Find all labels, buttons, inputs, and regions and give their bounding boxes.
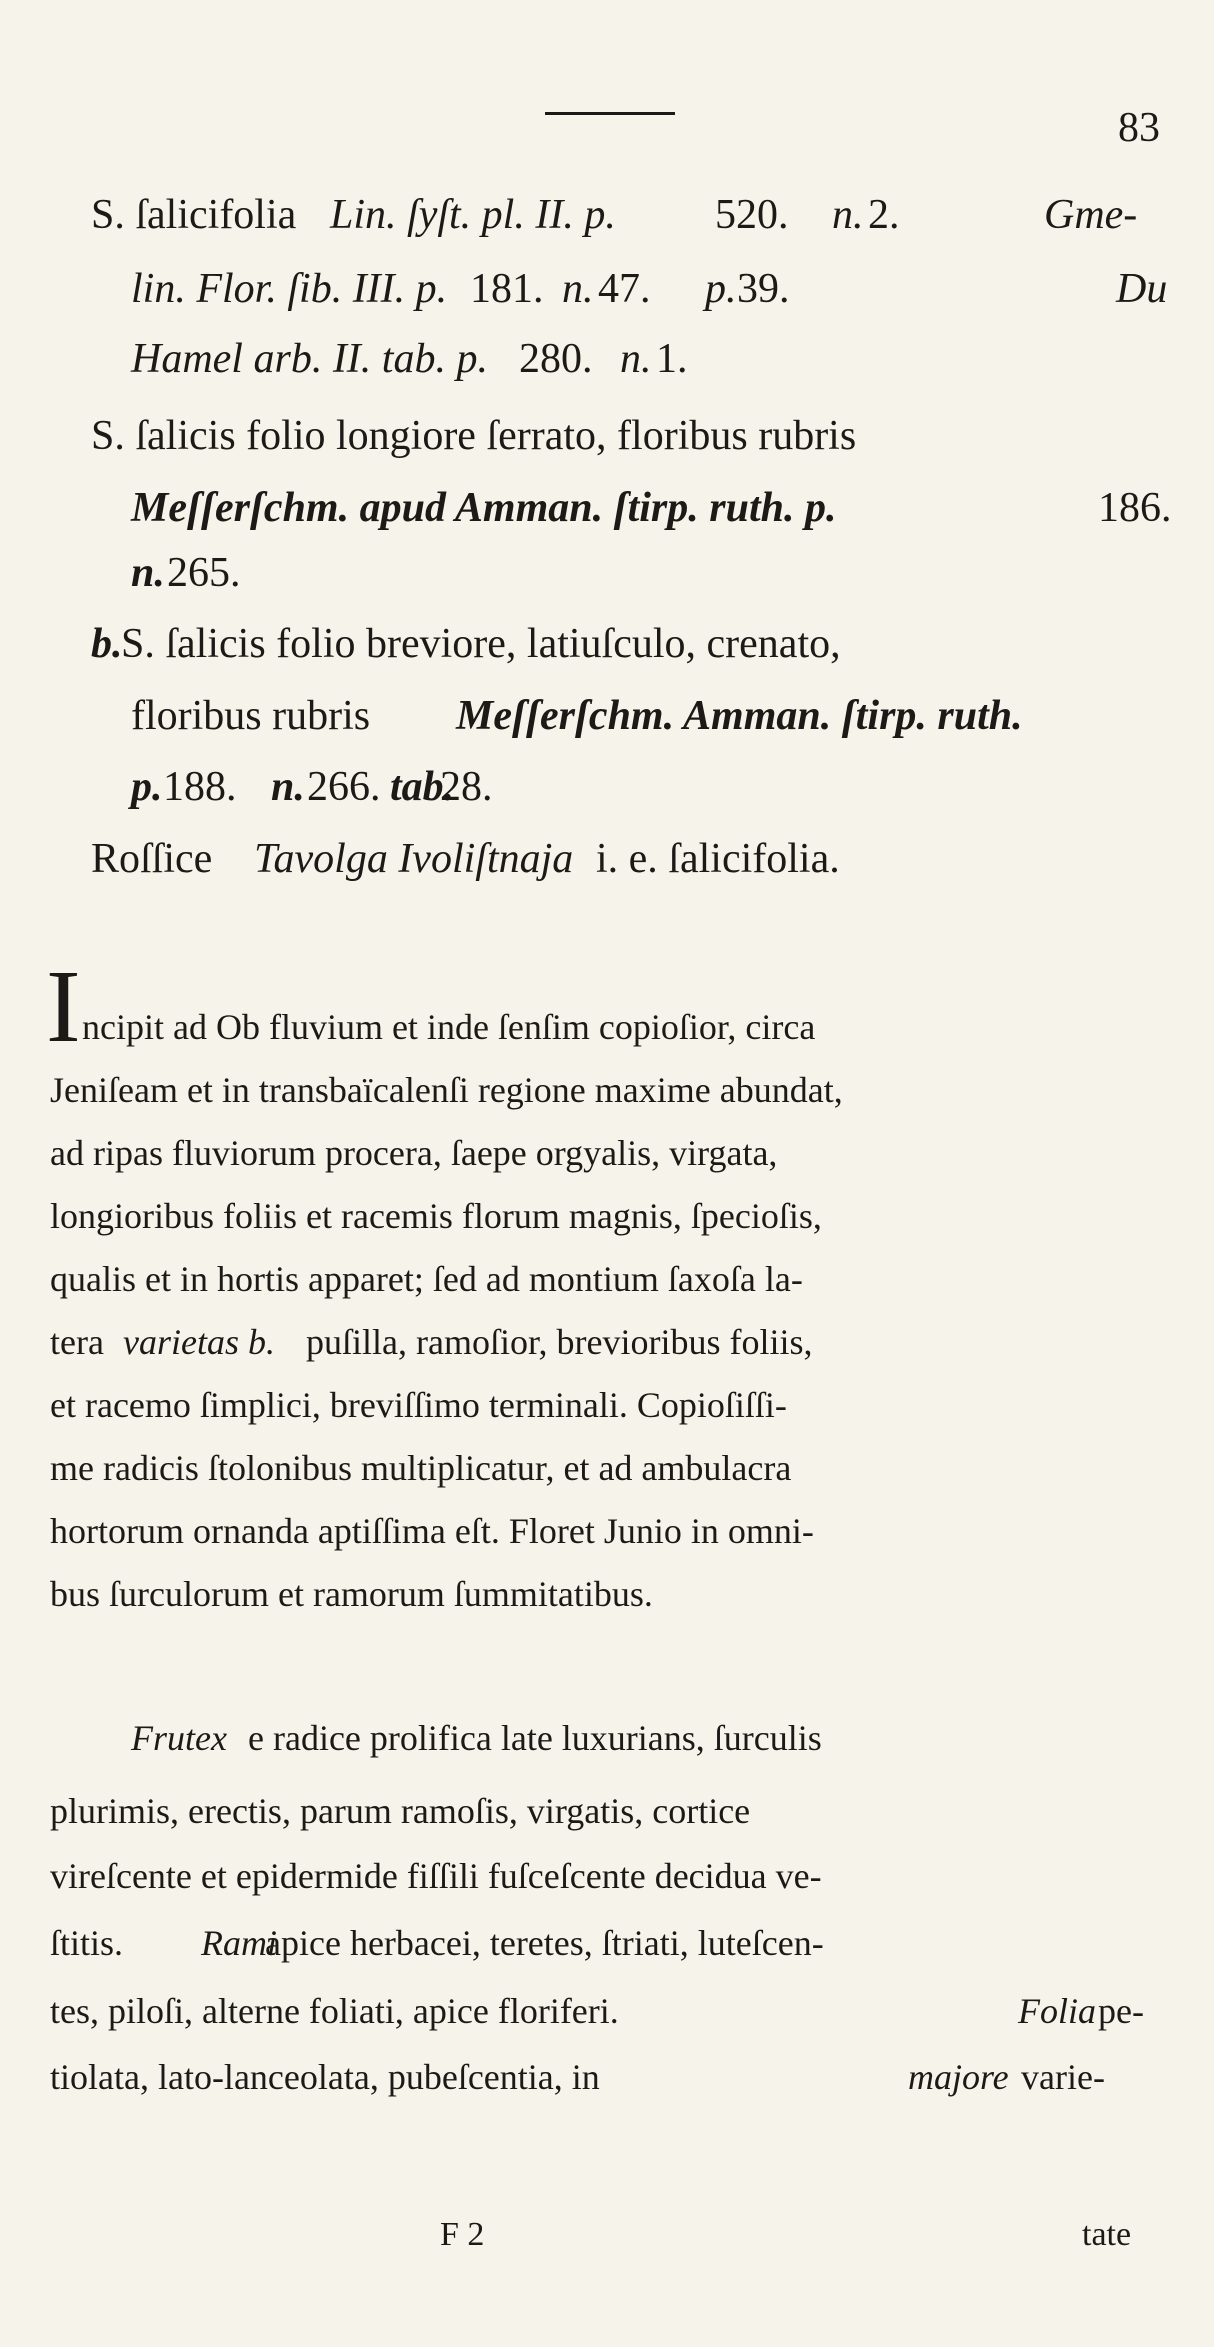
synonymy-line [0,611,1214,677]
text-run: hortorum ornanda aptiſſima eſt. Floret Junio in omni- [50,1511,814,1551]
text-run: pe- [1098,1991,1144,2031]
paragraph-line [0,1707,1214,1769]
text-run: Frutex [131,1718,227,1758]
text-run: et racemo ſimplici, breviſſimo terminali. Copioſiſſi- [50,1385,787,1425]
text-run: bus ſurculorum et ramorum ſummitatibus. [50,1574,653,1614]
text-run: 265. [167,550,241,596]
text-run: n. [271,764,305,810]
paragraph-line [0,1980,1214,2042]
paragraph-line [0,1912,1214,1974]
header-rule [545,112,675,115]
text-run: apice herbacei, teretes, ſtriati, luteſcen- [265,1923,824,1963]
page-number: 83 [1118,105,1160,151]
text-run: Hamel arb. II. tab. p. [131,336,488,382]
text-run: Rami [201,1923,277,1963]
text-run: ncipit ad Ob fluvium et inde ſenſim copioſior, circa [82,1007,816,1047]
paragraph-line [0,1845,1214,1907]
text-run: 186. [1098,485,1172,531]
drop-cap: I [46,949,81,1064]
text-run: vireſcente et epidermide fiſſili fuſceſcente decidua ve- [50,1856,822,1896]
synonymy-line [0,540,1214,606]
text-run: Du [1116,266,1168,312]
text-run: Tavolga Ivoliſtnaja [254,836,574,882]
paragraph-line [0,2046,1214,2108]
paragraph-line [0,1500,1214,1562]
text-run: floribus rubris [131,693,371,739]
text-run: varie- [1021,2057,1105,2097]
text-run: n. [620,336,652,382]
text-run: e radice prolifica late luxurians, ſurculis [248,1718,822,1758]
text-run: Meſſerſchm. apud Amman. ſtirp. ruth. p. [131,485,837,531]
text-run: Meſſerſchm. Amman. ſtirp. ruth. [456,693,1023,739]
text-run: b. [91,621,123,667]
paragraph-line [0,1122,1214,1184]
paragraph-line [0,1437,1214,1499]
synonymy-line [0,826,1214,892]
text-run: Gme- [1044,192,1138,238]
text-run: tab. [390,764,455,810]
text-run: S. ſalicifolia [91,192,297,238]
text-run: 28. [440,764,493,810]
paragraph-line [0,996,1214,1058]
text-run: n. [832,192,864,238]
paragraph-line [0,1563,1214,1625]
text-run: varietas b. [123,1322,275,1362]
text-run: puſilla, ramoſior, brevioribus foliis, [306,1322,813,1362]
paragraph-line [0,1311,1214,1373]
synonymy-line [0,182,1214,248]
text-run: plurimis, erectis, parum ramoſis, virgatis, cortice [50,1791,751,1831]
text-run: me radicis ſtolonibus multiplicatur, et ad ambulacra [50,1448,792,1488]
text-run: ad ripas fluviorum procera, ſaepe orgyalis, virgata, [50,1133,778,1173]
catchword: tate [1082,2216,1132,2253]
text-run: Roſſice [91,836,213,882]
paragraph-line [0,1374,1214,1436]
text-run: lin. Flor. ſib. III. p. [131,266,448,312]
synonymy-line [0,403,1214,469]
text-run: tes, piloſi, alterne foliati, apice floriferi. [50,1991,619,2031]
text-run: tiolata, lato-lanceolata, pubeſcentia, in [50,2057,600,2097]
synonymy-line [0,754,1214,820]
text-run: majore [908,2057,1009,2097]
text-run: S. ſalicis folio longiore ſerrato, floribus rubris [91,413,857,459]
text-run: 39. [737,266,790,312]
text-run: ſtitis. [50,1923,124,1963]
synonymy-line [0,326,1214,392]
synonymy-line [0,475,1214,541]
paragraph-line [0,1248,1214,1310]
text-run: tera [50,1322,104,1362]
text-run: 266. [307,764,381,810]
text-run: 2. [868,192,900,238]
text-run: n. [562,266,594,312]
paragraph-line [0,1059,1214,1121]
text-run: n. [131,550,165,596]
paragraph-line [0,1185,1214,1247]
signature-mark: F 2 [440,2216,485,2253]
text-run: 280. [519,336,593,382]
text-run: p. [705,266,737,312]
text-run: S. ſalicis folio breviore, latiuſculo, crenato, [121,621,841,667]
synonymy-line [0,256,1214,322]
text-run: Lin. ſyſt. pl. II. p. [330,192,616,238]
text-run: 47. [598,266,651,312]
text-run: p. [131,764,163,810]
paragraph-line [0,1780,1214,1842]
text-run: 520. [715,192,789,238]
text-run: Jeniſeam et in transbaïcalenſi regione maxime abundat, [50,1070,843,1110]
text-run: qualis et in hortis apparet; ſed ad montium ſaxoſa la- [50,1259,803,1299]
text-run: longioribus foliis et racemis florum magnis, ſpecioſis, [50,1196,822,1236]
synonymy-line [0,683,1214,749]
text-run: 181. [470,266,544,312]
text-run: 188. [163,764,237,810]
text-run: i. e. ſalicifolia. [596,836,840,882]
text-run: Folia [1018,1991,1096,2031]
text-run: 1. [656,336,688,382]
